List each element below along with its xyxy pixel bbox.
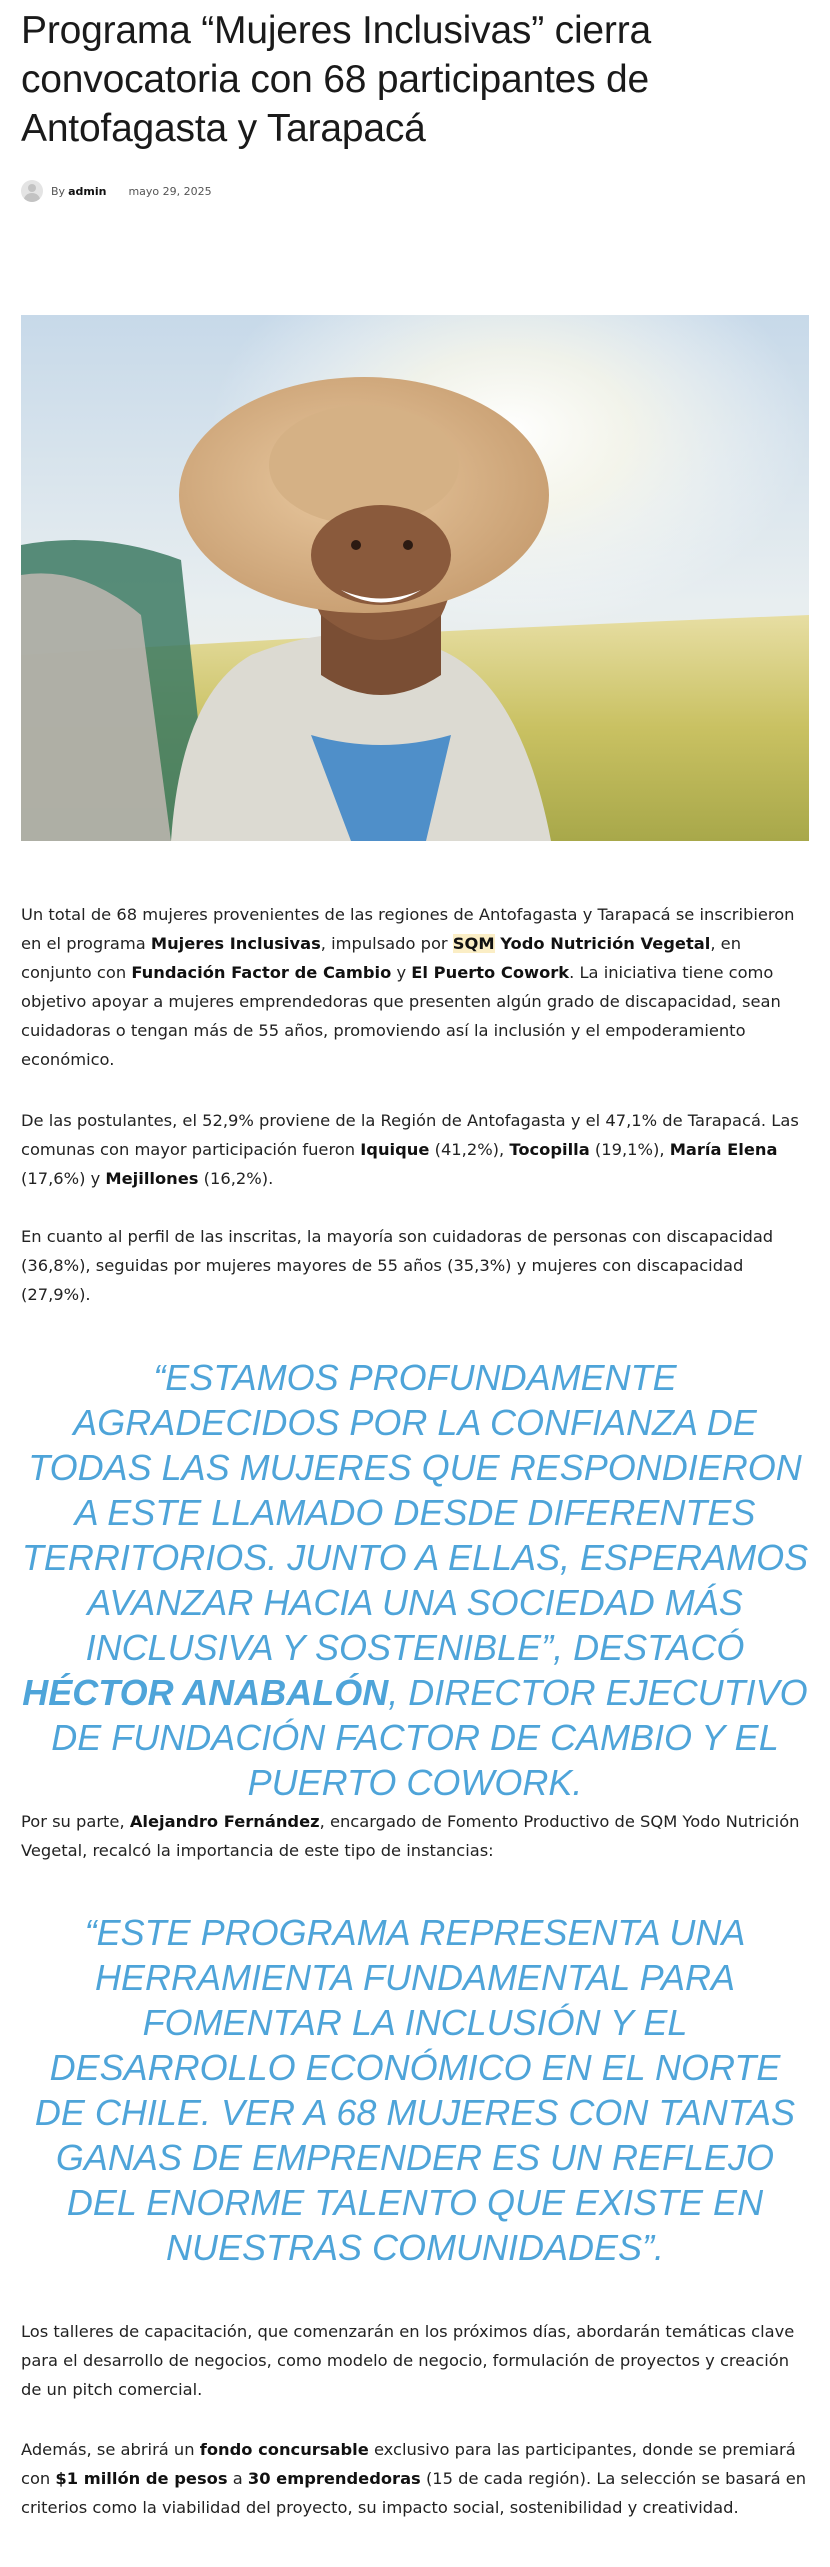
quote-text: , DIRECTOR EJECUTIVO DE FUNDACIÓN FACTOR DE CAMBIO Y EL PUERTO COWORK.: [51, 1672, 808, 1803]
text: . La iniciativa tiene como objetivo apoyar a mujeres emprendedoras que presenten algún grado de discapacidad, sean cuidadoras o tengan más de 55 años, promoviendo así la inclusión y el empoderamiento económico.: [21, 963, 781, 1069]
by-label: By: [51, 184, 66, 198]
text: , en conjunto con: [21, 934, 742, 982]
program-name: Mujeres Inclusivas: [150, 934, 321, 953]
cowork-name: El Puerto Cowork: [411, 963, 570, 982]
text: Por su parte,: [21, 1812, 130, 1831]
text: (15 de cada región). La selección se basará en criterios como la viabilidad del proyecto, su impacto social, sostenibilidad y creatividad.: [21, 2469, 807, 2517]
paragraph-fund: [21, 2435, 809, 2522]
article: [21, 0, 809, 2517]
text: (41,2%),: [429, 1140, 510, 1159]
author-avatar-icon[interactable]: [21, 180, 43, 202]
company-name: Yodo Nutrición Vegetal: [494, 934, 711, 953]
paragraph-profile: En cuanto al perfil de las inscritas, la mayoría son cuidadoras de personas con discapacidad (36,8%), seguidas por mujeres mayores de 55 años (35,3%) y mujeres con discapacidad (27,9%).: [21, 1227, 774, 1304]
article-title: Programa “Mujeres Inclusivas” cierra convocatoria con 68 participantes de Antofagasta y Tarapacá: [21, 9, 651, 150]
featured-image: [21, 315, 809, 841]
post-date: mayo 29, 2025: [128, 184, 212, 198]
pull-quote-anabalon: [21, 1355, 809, 1805]
foundation-name: Fundación Factor de Cambio: [131, 963, 392, 982]
sqm-link[interactable]: SQM: [452, 934, 495, 953]
text: (19,1%),: [589, 1140, 670, 1159]
post-meta: [21, 180, 809, 202]
text: (16,2%).: [198, 1169, 274, 1188]
text: Además, se abrirá un: [21, 2440, 200, 2459]
paragraph-workshops: Los talleres de capacitación, que comenzarán en los próximos días, abordarán temáticas clave para el desarrollo de negocios, como modelo de negocio, formulación de proyectos y creación de un pitch comercial.: [21, 2322, 795, 2399]
commune-mejillones: Mejillones: [105, 1169, 199, 1188]
text: Un total de 68 mujeres provenientes de las regiones de Antofagasta y Tarapacá se inscribieron en el programa: [21, 905, 795, 953]
quote-author: HÉCTOR ANABALÓN: [22, 1672, 389, 1713]
commune-iquique: Iquique: [360, 1140, 430, 1159]
winner-count: 30 emprendedoras: [247, 2469, 421, 2488]
fund-name: fondo concursable: [199, 2440, 369, 2459]
text: y: [391, 963, 412, 982]
text: a: [227, 2469, 248, 2488]
text: exclusivo para las participantes, donde se premiará con: [21, 2440, 796, 2488]
text: , encargado de Fomento Productivo de SQM Yodo Nutrición Vegetal, recalcó la importancia de este tipo de instancias:: [21, 1812, 800, 1860]
text: , impulsado por: [320, 934, 453, 953]
photo-woman-hat-icon: [21, 315, 809, 841]
text: De las postulantes, el 52,9% proviene de la Región de Antofagasta y el 47,1% de Tarapacá. Las comunas con mayor participación fueron: [21, 1111, 799, 1159]
text: (17,6%) y: [21, 1169, 106, 1188]
commune-tocopilla: Tocopilla: [509, 1140, 590, 1159]
pull-quote-fernandez: “ESTE PROGRAMA REPRESENTA UNA HERRAMIENTA FUNDAMENTAL PARA FOMENTAR LA INCLUSIÓN Y EL DESARROLLO ECONÓMICO EN EL NORTE DE CHILE. VER A 68 MUJERES CON TANTAS GANAS DE EMPRENDER ES UN REFLEJO DEL ENORME TALENTO QUE EXISTE EN NUESTRAS COMUNIDADES”.: [34, 1912, 796, 2268]
person-name: Alejandro Fernández: [129, 1812, 320, 1831]
quote-text: “ESTAMOS PROFUNDAMENTE AGRADECIDOS POR LA CONFIANZA DE TODAS LAS MUJERES QUE RESPONDIERON A ESTE LLAMADO DESDE DIFERENTES TERRITORIOS. JUNTO A ELLAS, ESPERAMOS AVANZAR HACIA UNA SOCIEDAD MÁS INCLUSIVA Y SOSTENIBLE”, DESTACÓ: [21, 1357, 809, 1668]
prize-amount: $1 millón de pesos: [55, 2469, 228, 2488]
author-link[interactable]: admin: [68, 184, 107, 198]
paragraph-fernandez: [21, 1807, 809, 1865]
commune-maria-elena: María Elena: [669, 1140, 778, 1159]
paragraph-stats: [21, 1106, 809, 1193]
paragraph-intro: [21, 900, 809, 1074]
